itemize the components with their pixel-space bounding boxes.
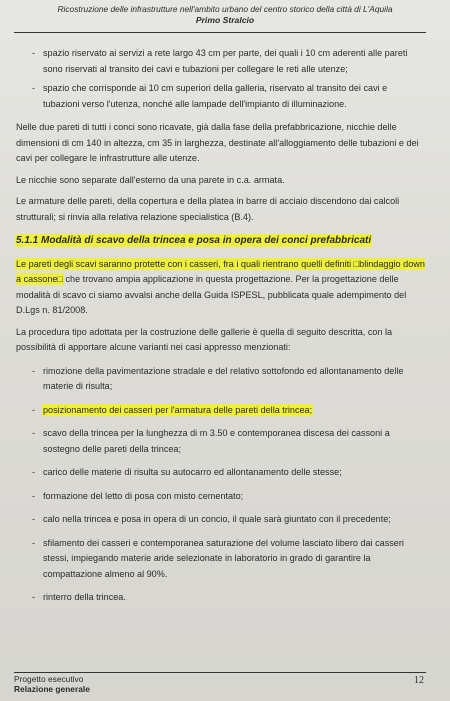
heading-highlight: 5.1.1 Modalità di scavo della trincea e posa in opera dei conci prefabbricati [16,235,372,246]
procedure-step [16,465,426,481]
bullet-dash: - [32,428,36,438]
highlighted-text: Le pareti degli scavi saranno protette con i casseri, fra i quali rientrano quelli definiti □blindaggio down a cassone□ [16,258,425,284]
header-rule [14,32,426,33]
bullet-dash: - [32,514,36,524]
header-subtitle: Primo Stralcio [195,15,255,25]
bullet-dash: - [32,467,36,477]
paragraph: Le nicchie sono separate dall'esterno da una parete in c.a. armata. [16,174,285,185]
step-text: rinterro della trincea. [43,592,126,602]
section-heading [16,233,426,249]
step-text: calo nella trincea e posa in opera di un concio, il quale sarà giuntato con il precedente; [43,514,391,524]
footer-document: Relazione generale [14,684,90,694]
procedure-step [16,403,426,419]
bullet-dash: - [32,404,36,415]
step-text: rimozione della pavimentazione stradale e del relativo sottofondo ed allontanamento delle materie di risulta; [43,365,404,391]
bullet-dash: - [32,537,36,548]
step-text-highlighted: posizionamento dei casseri per l'armatura delle pareti della trincea; [43,404,313,415]
header-title: Ricostruzione delle infrastrutture nell'ambito urbano del centro storico della città di L'Aquila [57,4,393,14]
footer-project: Progetto esecutivo [14,674,84,684]
procedure-step [16,364,426,395]
step-text: formazione del letto di posa con misto cementato; [43,490,244,501]
step-text: sfilamento dei casseri e contemporanea saturazione del volume lasciato libero dai casseri stessi, impiegando materie aride selezionate in laboratorio in grado di garantire la compattazione almeno al 90%. [43,537,404,579]
bullet-dash: - [32,592,36,602]
paragraph: La procedura tipo adottata per la costruzione delle gallerie è quella di seguito descritta, con la possibilità di apportare alcune varianti nei casi appresso menzionati: [16,326,393,352]
footer-rule [14,672,426,673]
bullet-dash: - [32,48,36,58]
procedure-step [16,590,426,606]
paragraph: Le armature delle pareti, della copertura e della platea in barre di acciaio discendono dai calcoli strutturali; si rinvia alla relativa relazione specialistica (B.4). [16,196,400,222]
step-text: scavo della trincea per la lunghezza di m 3.50 e contemporanea discesa dei cassoni a sostegno delle pareti della trincea; [43,428,390,454]
page-header [0,4,450,26]
procedure-step [16,489,426,505]
procedure-step [16,512,426,528]
page-footer [14,674,90,694]
procedure-step [16,536,426,583]
step-text: carico delle materie di risulta su autocarro ed allontanamento delle stesse; [43,467,342,477]
page-number: 12 [414,675,424,686]
bullet-dash: - [32,365,36,376]
paragraph-text: che trovano ampia applicazione in questa progettazione. Per la progettazione delle modalità di scavo ci siamo avvalsi anche della Guida ISPESL, pubblicata quale adempimento del D.Lgs n. 81/2008. [16,274,407,315]
document-body [16,46,426,614]
list-item [16,46,426,77]
paragraph: Nelle due pareti di tutti i conci sono ricavate, già dalla fase della prefabbricazione, nicchie delle dimensioni di cm 140 in altezza, cm 35 in larghezza, destinate all'alloggiamento delle tubazioni e dei cavi per collegare le infrastrutture alle utenze. [16,122,419,163]
list-item [16,81,426,112]
bullet-dash: - [32,490,36,501]
paragraph [16,257,426,319]
bullet-dash: - [32,83,36,93]
procedure-step [16,426,426,457]
list-item-text: spazio che corrisponde ai 10 cm superiori della galleria, riservato al transito dei cavi e tubazioni verso l'utenza, nonché alle lampade dell'impianto di illuminazione. [43,83,388,109]
list-item-text: spazio riservato ai servizi a rete largo 43 cm per parte, dei quali i 10 cm aderenti alle pareti sono riservati al transito dei cavi e tubazioni per collegare le reti alle utenze; [43,48,408,74]
